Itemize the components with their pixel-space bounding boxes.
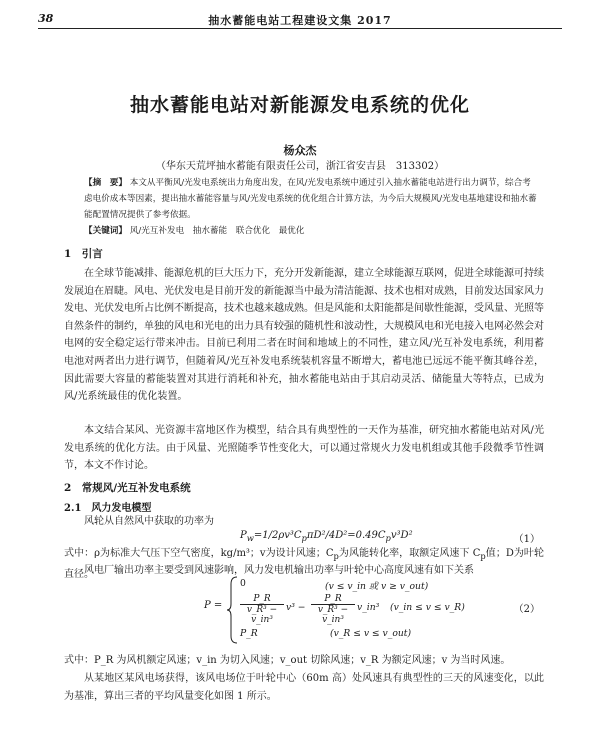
eq1-legend-text-2: 为风能转化率，取额定风速下 C — [338, 548, 481, 559]
paragraph-wind-power: 风轮从自然风中获取的功率为 — [84, 516, 214, 527]
case-3-value: P_R — [240, 628, 258, 639]
section-heading-2: 2 常规风/光互补发电系统 — [64, 482, 191, 494]
case-2-fraction-1 — [240, 594, 284, 625]
affiliation: （华东天荒坪抽水蓄能有限责任公司，浙江省安吉县 313302） — [155, 161, 445, 172]
author: 杨众杰 — [283, 144, 317, 157]
equation-2-number: （2） — [513, 604, 540, 615]
case-2-condition: (v_in ≤ v ≤ v_R) — [390, 602, 465, 613]
eq1-legend-sub: p — [333, 551, 339, 561]
paper-title: 抽水蓄能电站对新能源发电系统的优化 — [129, 94, 470, 116]
equation-2-legend: 式中：P_R 为风机额定风速；v_in 为切入风速；v_out 切除风速；v_R 为额定风速；v 为当时风速。 — [64, 655, 511, 666]
paragraph-intro-2: 本文结合某风、光资源丰富地区作为模型，结合具有典型性的一天作为基准，研究抽水蓄能电站对风/光发电系统的优化方法。由于风量、光照随季节性变化大，可以通过常规火力发电机组或其他手段微季节性调节，本文不作讨论。 — [64, 425, 544, 472]
eq1-body: =1/2ρv³C — [253, 530, 302, 541]
case-2-fraction-2 — [311, 594, 355, 625]
keywords-label: 【关键词】 — [84, 226, 127, 236]
case-1-value: 0 — [240, 578, 246, 589]
paragraph-wind-data: 从某地区某风电场获得，该风电场位于叶轮中心（60m 高）处风速具有典型性的三天的风速变化，以此为基准，算出三者的平均风量变化如图 1 所示。 — [64, 673, 544, 702]
case-2-denominator-1: v_R³ − v_in³ — [240, 604, 284, 625]
eq1-body-3: v³D² — [390, 530, 413, 541]
abstract — [84, 175, 539, 239]
keywords: 风/光互补发电 抽水蓄能 联合优化 最优化 — [129, 226, 305, 236]
eq1-legend-text: 式中：ρ为标准大气压下空气密度，kg/m³；v为设计风速；C — [64, 548, 334, 559]
page-number: 38 — [38, 12, 54, 25]
equation-1-number: （1） — [513, 534, 540, 545]
eq1-subscript-2: p — [301, 533, 307, 543]
eq1-subscript: w — [246, 533, 254, 543]
case-2-tail: v_in³ — [357, 602, 380, 613]
abstract-label: 【摘 要】 — [84, 178, 127, 188]
eq1-legend-sub-2: p — [480, 551, 486, 561]
piecewise-brace — [226, 576, 238, 644]
case-2-numerator-1: P_R — [253, 594, 271, 604]
eq1-symbol: P — [240, 530, 247, 541]
abstract-text: 本文从平衡风/光发电系统出力角度出发，在风/光发电系统中通过引入抽水蓄能电站进行出力调节，综合考虑电价成本等因素，提出抽水蓄能容量与风/光发电系统的优化组合计算方法，为今后大规模风/光发电基地建设和抽水蓄能配置情况提供了参考依据。 — [84, 178, 537, 220]
case-3-condition: (v_R ≤ v ≤ v_out) — [330, 628, 412, 639]
eq1-body-2: πD²/4D²=0.49C — [306, 530, 386, 541]
case-1-condition: (v ≤ v_in 或 v ≥ v_out) — [325, 581, 429, 592]
eq1-subscript-3: p — [385, 533, 391, 543]
case-2-mid: v³ − — [286, 602, 306, 613]
eq1-legend-text-3: 值；D为叶轮直径。 — [64, 548, 544, 580]
paragraph-intro-1: 在全球节能减排、能源危机的巨大压力下，充分开发新能源，建立全球能源互联网，促进全球能源可持续发展迫在眉睫。风电、光伏发电是目前开发的新能源当中最为清洁能源、技术也相对成熟，目前发达国家风力发电、光伏发电所占比例不断提高，技术也越来越成熟。但是风能和太阳能都是间歇性能源，受风量、光照等自然条件的制约，单独的风电和光电的出力具有较强的随机性和波动性，大规模风电和光电接入电网必然会对电网的安全稳定运行带来冲击。目前已利用二者在时间和地域上的不同性，建立风/光互补发电系统，利用蓄电池对两者出力进行调节，但随着风/光互补发电系统装机容量不断增大，蓄电池已远远不能平衡其峰谷差，因此需要大容量的蓄能装置对其进行消耗和补充，抽水蓄能电站由于其启动灵活、储能量大等特点，已成为风/光系统最佳的优化装置。 — [64, 268, 544, 403]
running-header — [38, 10, 562, 29]
subsection-heading-2-1: 2.1 风力发电模型 — [64, 503, 152, 514]
case-2-denominator-2: v_R³ − v_in³ — [311, 604, 355, 625]
paragraph-output-relation: 风电厂输出功率主要受到风速影响，风力发电机输出功率与叶轮中心高度风速有如下关系 — [84, 565, 474, 576]
case-2-numerator-2: P_R — [324, 594, 342, 604]
section-heading-intro: 1 引言 — [64, 248, 103, 260]
equation-2-lhs: P = — [204, 600, 223, 611]
journal-title: 抽水蓄能电站工程建设文集 2017 — [208, 14, 392, 27]
